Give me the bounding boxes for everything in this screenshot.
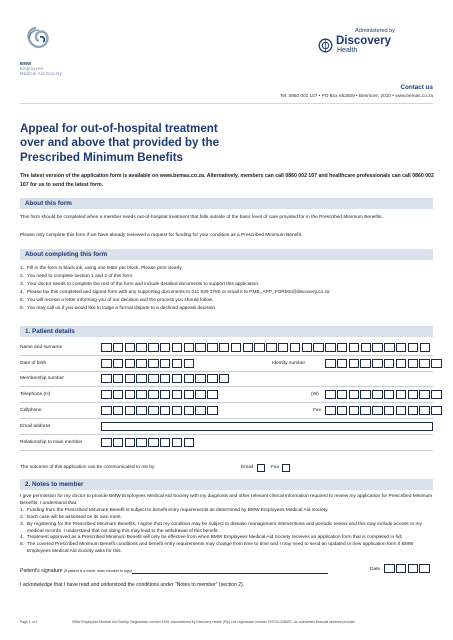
letter-block[interactable] [207,374,218,383]
list-item: 2. Each case will be assessed on its own merit. [20,514,122,520]
intro-text: The latest version of the application form is available on www.bemas.co.za. Alternatively, members can call 0860 002 107 and healthcare professionals can call 0860 002 107 for us to send the latest form. [20,173,434,188]
membership-label: Membership number [20,376,64,381]
notes-heading: 2. Notes to member [20,479,433,490]
relationship-label: Relationship to main member [20,440,83,445]
completing-heading: About completing this form [20,249,433,260]
cellphone-label: Cellphone [20,408,42,413]
tel-work-label: (W) [311,392,319,397]
letter-block[interactable] [420,343,431,352]
letter-block[interactable] [431,359,442,368]
name-field[interactable] [101,343,431,352]
letter-block[interactable] [266,343,277,352]
letter-block[interactable] [419,359,430,368]
letter-block[interactable] [148,438,159,447]
letter-block[interactable] [408,564,419,573]
letter-block[interactable] [172,390,183,399]
letter-block[interactable] [360,406,371,415]
list-item: 6. You may call us if you would like to lodge a formal dispute to a declined appeals decision. [20,305,217,311]
fax-field[interactable] [325,406,443,415]
letter-block[interactable] [372,390,383,399]
letter-block[interactable] [384,359,395,368]
letter-block[interactable] [195,343,206,352]
letter-block[interactable] [337,406,348,415]
page-title-line: Prescribed Minimum Benefits [20,150,183,164]
letter-block[interactable] [419,390,430,399]
letter-block[interactable] [231,343,242,352]
letter-block[interactable] [101,359,112,368]
id-field[interactable] [325,359,443,368]
letter-block[interactable] [396,359,407,368]
tel-work-field[interactable] [325,390,443,399]
letter-block[interactable] [325,390,336,399]
letter-block[interactable] [408,390,419,399]
email-label: Email address [20,424,51,429]
letter-block[interactable] [125,438,136,447]
letter-block[interactable] [219,374,230,383]
letter-block[interactable] [384,564,395,573]
letter-block[interactable] [136,359,147,368]
contact-details: Tel: 0860 002 107 • PO Box 652509 • Benmore, 2010 • www.bemas.co.za [280,93,433,98]
letter-block[interactable] [184,390,195,399]
letter-block[interactable] [160,359,171,368]
letter-block[interactable] [384,406,395,415]
letter-block[interactable] [396,343,407,352]
header-divider [20,103,433,104]
tel-home-label: Telephone (H) [20,392,51,397]
letter-block[interactable] [113,359,124,368]
letter-block[interactable] [160,343,171,352]
letter-block[interactable] [184,374,195,383]
letter-block[interactable] [172,343,183,352]
letter-block[interactable] [101,406,112,415]
letter-block[interactable] [360,390,371,399]
administered-by-label: Administered by [355,28,396,34]
letter-block[interactable] [408,406,419,415]
outcome-email-checkbox[interactable] [257,464,265,472]
signature-field[interactable] [132,573,328,574]
date-label: Date [370,567,381,572]
letter-block[interactable] [419,564,430,573]
acknowledge-text: I acknowledge that I have read and understood the conditions under "Notes to member" (section 2). [20,582,245,588]
letter-block[interactable] [349,406,360,415]
letter-block[interactable] [396,390,407,399]
letter-block[interactable] [160,406,171,415]
letter-block[interactable] [337,390,348,399]
notes-intro: I give permission for my doctor to provide BMW Employees Medical Aid Society with my diagnosis and other relevant clinical information required to review my application for Prescribed Minimum Benefits. I understand that: [20,494,433,506]
letter-block[interactable] [148,390,159,399]
letter-block[interactable] [184,359,195,368]
letter-block[interactable] [207,343,218,352]
letter-block[interactable] [148,374,159,383]
letter-block[interactable] [184,438,195,447]
letter-block[interactable] [408,343,419,352]
letter-block[interactable] [148,359,159,368]
list-item: 4. Treatment approved as a Prescribed Minimum Benefit will only be effective from when BMW Employees Medical Aid Society receives an application form that is completed in full. [20,535,403,541]
scheme-logo-icon [20,24,60,54]
fax-label: Fax [313,408,321,413]
letter-block[interactable] [325,343,336,352]
letter-block[interactable] [101,374,112,383]
letter-block[interactable] [361,343,372,352]
contact-block [280,84,433,98]
outcome-email-label: Email [241,465,253,470]
page-title-line: over and above that provided by the [20,136,220,150]
letter-block[interactable] [125,343,136,352]
administrator-name: Discovery [336,35,391,47]
signature-note: (if patient is a minor, main member to sign) [63,569,132,573]
row-divider [20,402,433,403]
row-divider [20,418,433,419]
completing-list [20,265,435,312]
letter-block[interactable] [172,438,183,447]
list-item: 5. You will receive a letter informing you of our decision and the process you should follow. [20,297,214,303]
email-field[interactable] [101,422,433,431]
name-label: Name and surname [20,345,63,350]
about-paragraph-1: This form should be completed when a member needs out-of-hospital treatment that falls outside of the basic level of care provided for in the Prescribed Minimum Benefits. [20,215,383,220]
letter-block[interactable] [337,359,348,368]
letter-block[interactable] [172,359,183,368]
scheme-logo [20,24,100,77]
letter-block[interactable] [243,343,254,352]
letter-block[interactable] [172,406,183,415]
row-divider [20,450,433,451]
date-field[interactable] [384,564,431,573]
letter-block[interactable] [148,343,159,352]
outcome-fax-checkbox[interactable] [282,464,290,472]
row-divider [20,371,433,372]
letter-block[interactable] [195,406,206,415]
signature-label: Patient's signature (if patient is a minor, main member to sign) [20,568,132,574]
letter-block[interactable] [372,359,383,368]
letter-block[interactable] [136,438,147,447]
letter-block[interactable] [408,359,419,368]
outcome-label: The outcome of this application can be communicated to me by [20,465,155,470]
footer [20,620,356,624]
letter-block[interactable] [125,390,136,399]
letter-block[interactable] [372,343,383,352]
row-divider [20,355,433,356]
letter-block[interactable] [113,374,124,383]
letter-block[interactable] [184,343,195,352]
letter-block[interactable] [160,374,171,383]
page-title [20,122,240,165]
letter-block[interactable] [160,438,171,447]
letter-block[interactable] [325,359,336,368]
letter-block[interactable] [148,406,159,415]
letter-block[interactable] [313,343,324,352]
cellphone-field[interactable] [101,406,219,415]
letter-block[interactable] [372,406,383,415]
letter-block[interactable] [113,390,124,399]
letter-block[interactable] [113,438,124,447]
letter-block[interactable] [384,343,395,352]
relationship-field[interactable] [101,438,195,447]
membership-field[interactable] [101,374,231,383]
letter-block[interactable] [349,343,360,352]
administrator-logo [318,28,438,54]
letter-block[interactable] [384,390,395,399]
footer-legal: BMW Employees Medical Aid Society. Registration number 1526. Administered by Discovery Health (Pty) Ltd; registration number 1997/013480/07. An authorised financial services provider. [72,620,356,624]
letter-block[interactable] [136,343,147,352]
list-item: 3. Your doctor needs to complete the rest of the form and include detailed documents to support this application. [20,281,260,287]
about-heading: About this form [20,198,433,209]
page-number: Page 1 of 3 [20,620,38,624]
row-divider [20,386,433,387]
letter-block[interactable] [101,390,112,399]
discovery-mark-icon [318,38,333,53]
letter-block[interactable] [349,359,360,368]
letter-block[interactable] [160,390,171,399]
row-divider [20,434,433,435]
list-item: 1. Funding from the Prescribed Minimum Benefit is subject to benefit entry requirements as determined by BMW Employees Medical Aid Society. [20,507,329,513]
letter-block[interactable] [337,343,348,352]
page-title-line: Appeal for out-of-hospital treatment [20,122,218,135]
list-item: 1. Fill in the form in black ink, using one letter per block. Please print clearly. [20,266,183,271]
letter-block[interactable] [325,406,336,415]
scheme-logo-line: Medical Aid Society [20,71,63,77]
letter-block[interactable] [113,343,124,352]
letter-block[interactable] [207,406,218,415]
contact-heading: Contact us [400,84,433,91]
letter-block[interactable] [349,390,360,399]
letter-block[interactable] [207,390,218,399]
letter-block[interactable] [278,343,289,352]
letter-block[interactable] [136,390,147,399]
letter-block[interactable] [101,343,112,352]
letter-block[interactable] [396,564,407,573]
administrator-sub: Health [337,47,358,54]
letter-block[interactable] [125,359,136,368]
letter-block[interactable] [101,438,112,447]
letter-block[interactable] [254,343,265,352]
letter-block[interactable] [136,374,147,383]
tel-home-field[interactable] [101,390,219,399]
notes-block [20,494,435,556]
letter-block[interactable] [431,406,442,415]
list-item: 4. Please fax this completed and signed form with any supporting documents to 011 539 2780 or email it to PMB_APP_FORMS@discovery.co.za [20,289,330,295]
dob-label: Date of birth [20,361,47,366]
letter-block[interactable] [125,406,136,415]
id-label: Identity number [272,361,306,366]
list-item: 2. You need to complete section 1 and 2 of this form. [20,273,134,279]
scheme-logo-line: BMW [20,61,32,66]
list-item: 3. By registering for the Prescribed Minimum Benefits, I agree that my condition may be subject to disease management interventions and periodic review and this may include access to my medical records. I understand that not doing this may lead to the withdrawal of this benefit. [20,521,422,534]
about-paragraph-2: Please only complete this form if we have already reviewed a request for funding for your condition as a Prescribed Minimum Benefit. [20,233,303,238]
letter-block[interactable] [396,406,407,415]
letter-block[interactable] [302,343,313,352]
dob-field[interactable] [101,359,195,368]
patient-heading: 1. Patient details [20,326,433,337]
letter-block[interactable] [195,390,206,399]
letter-block[interactable] [219,343,230,352]
letter-block[interactable] [431,390,442,399]
letter-block[interactable] [113,406,124,415]
scheme-logo-line: Employees [20,66,44,72]
letter-block[interactable] [172,374,183,383]
outcome-fax-label: Fax [271,465,279,470]
letter-block[interactable] [290,343,301,352]
letter-block[interactable] [184,406,195,415]
letter-block[interactable] [125,374,136,383]
letter-block[interactable] [195,374,206,383]
letter-block[interactable] [360,359,371,368]
list-item: 5. The covered Prescribed Minimum Benefit conditions and benefit entry requirements may change from time to time and I may need to send an updated or new application form if BMW Employees Medical Aid Society asks for this. [20,542,414,555]
letter-block[interactable] [136,406,147,415]
letter-block[interactable] [419,406,430,415]
